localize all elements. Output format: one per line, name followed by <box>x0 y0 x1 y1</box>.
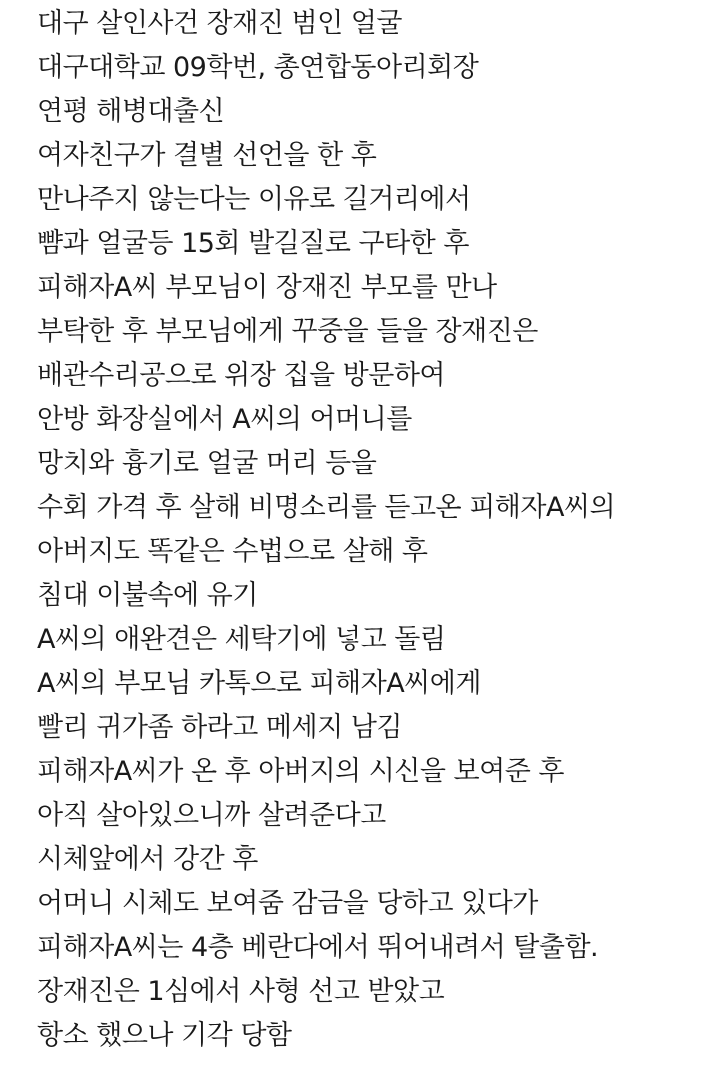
post-text-body <box>37 0 717 1058</box>
text-line: 피해자A씨 부모님이 장재진 부모를 만나 <box>37 272 497 303</box>
text-line: 아직 살아있으니까 살려준다고 <box>37 800 386 831</box>
text-line: A씨의 부모님 카톡으로 피해자A씨에게 <box>37 668 481 699</box>
text-line: 피해자A씨가 온 후 아버지의 시신을 보여준 후 <box>37 756 564 787</box>
text-line: 빨리 귀가좀 하라고 메세지 남김 <box>37 712 402 743</box>
text-line: 뺨과 얼굴등 15회 발길질로 구타한 후 <box>37 228 469 259</box>
text-line: 시체앞에서 강간 후 <box>37 844 258 875</box>
text-line: 장재진은 1심에서 사형 선고 받았고 <box>37 976 445 1007</box>
text-line: 부탁한 후 부모님에게 꾸중을 들을 장재진은 <box>37 316 538 347</box>
text-line: 어머니 시체도 보여줌 감금을 당하고 있다가 <box>37 888 538 919</box>
text-line: 안방 화장실에서 A씨의 어머니를 <box>37 404 412 435</box>
text-line: 침대 이불속에 유기 <box>37 580 258 611</box>
text-line: A씨의 애완견은 세탁기에 넣고 돌림 <box>37 624 446 655</box>
text-line: 여자친구가 결별 선언을 한 후 <box>37 140 377 171</box>
text-line: 망치와 흉기로 얼굴 머리 등을 <box>37 448 377 479</box>
text-line: 만나주지 않는다는 이유로 길거리에서 <box>37 184 471 215</box>
text-line: 피해자A씨는 4층 베란다에서 뛰어내려서 탈출함. <box>37 932 599 963</box>
text-line: 대구대학교 09학번, 총연합동아리회장 <box>37 52 479 83</box>
text-line: 항소 했으나 기각 당함 <box>37 1020 292 1051</box>
text-line: 배관수리공으로 위장 집을 방문하여 <box>37 360 445 391</box>
text-line: 연평 해병대출신 <box>37 96 225 127</box>
text-line: 대구 살인사건 장재진 범인 얼굴 <box>37 8 402 39</box>
text-line: 수회 가격 후 살해 비명소리를 듣고온 피해자A씨의 <box>37 492 616 523</box>
text-line: 아버지도 똑같은 수법으로 살해 후 <box>37 536 428 567</box>
